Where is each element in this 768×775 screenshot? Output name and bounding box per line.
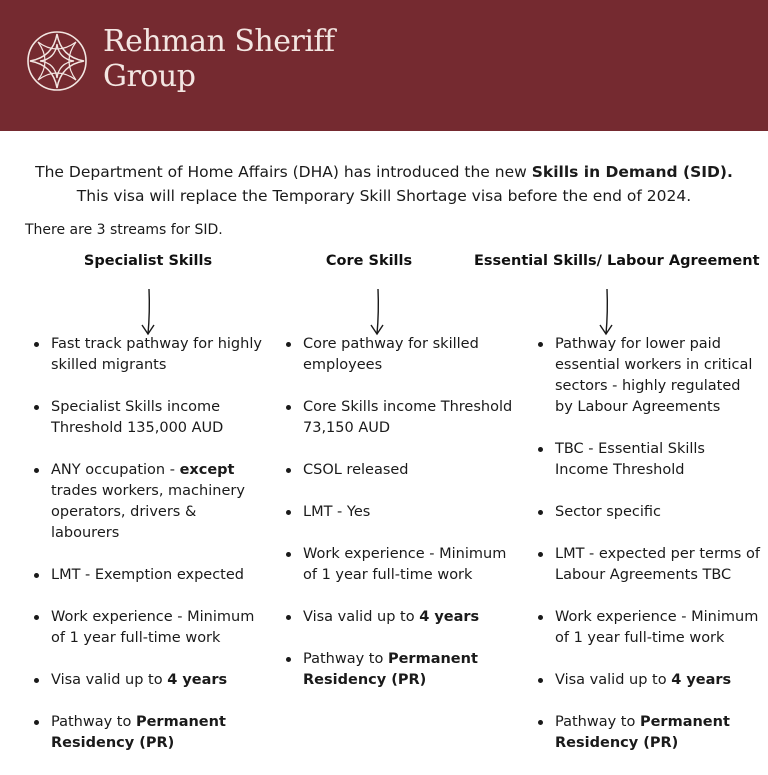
brand-line-2: Group — [103, 59, 196, 94]
list-item: Pathway to Permanent Residency (PR) — [530, 712, 762, 754]
list-item: Specialist Skills income Threshold 135,000 AUD — [26, 397, 264, 439]
list-item: Pathway to Permanent Residency (PR) — [26, 712, 264, 754]
diamond-star-circle-icon — [26, 30, 88, 92]
core-skills-list — [278, 334, 516, 712]
column-title-essential: Essential Skills/ Labour Agreement — [474, 253, 760, 269]
list-item: LMT - Yes — [278, 502, 516, 523]
intro-line-2: This visa will replace the Temporary Skill Shortage visa before the end of 2024. — [76, 187, 692, 205]
list-item: Pathway for lower paid essential workers in critical sectors - highly regulated by Labour Agreements — [530, 334, 762, 418]
list-item: Fast track pathway for highly skilled migrants — [26, 334, 264, 376]
intro-line-1-text: The Department of Home Affairs (DHA) has introduced the new — [35, 163, 532, 181]
list-item: Visa valid up to 4 years — [530, 670, 762, 691]
list-item: Visa valid up to 4 years — [26, 670, 264, 691]
arrow-down-icon — [598, 288, 614, 336]
arrow-down-icon — [140, 288, 156, 336]
list-item: LMT - Exemption expected — [26, 565, 264, 586]
list-item: Core Skills income Threshold 73,150 AUD — [278, 397, 516, 439]
arrow-down-icon — [369, 288, 385, 336]
intro-text — [0, 160, 768, 208]
list-item: Visa valid up to 4 years — [278, 607, 516, 628]
brand-name — [103, 24, 335, 94]
list-item: Sector specific — [530, 502, 762, 523]
list-item: Work experience - Minimum of 1 year full-time work — [26, 607, 264, 649]
list-item: Pathway to Permanent Residency (PR) — [278, 649, 516, 691]
column-title-specialist: Specialist Skills — [83, 253, 213, 269]
list-item: Work experience - Minimum of 1 year full-time work — [278, 544, 516, 586]
list-item: TBC - Essential Skills Income Threshold — [530, 439, 762, 481]
streams-note: There are 3 streams for SID. — [25, 222, 223, 238]
list-item: LMT - expected per terms of Labour Agreements TBC — [530, 544, 762, 586]
list-item: CSOL released — [278, 460, 516, 481]
list-item: ANY occupation - except trades workers, machinery operators, drivers & labourers — [26, 460, 264, 544]
column-title-core: Core Skills — [325, 253, 413, 269]
essential-skills-list — [530, 334, 762, 775]
brand-line-1: Rehman Sheriff — [103, 24, 335, 59]
specialist-skills-list — [26, 334, 264, 775]
header-banner — [0, 0, 768, 131]
list-item: Core pathway for skilled employees — [278, 334, 516, 376]
intro-line-1 — [0, 160, 768, 184]
intro-line-1-bold: Skills in Demand (SID). — [531, 163, 733, 181]
list-item: Work experience - Minimum of 1 year full-time work — [530, 607, 762, 649]
